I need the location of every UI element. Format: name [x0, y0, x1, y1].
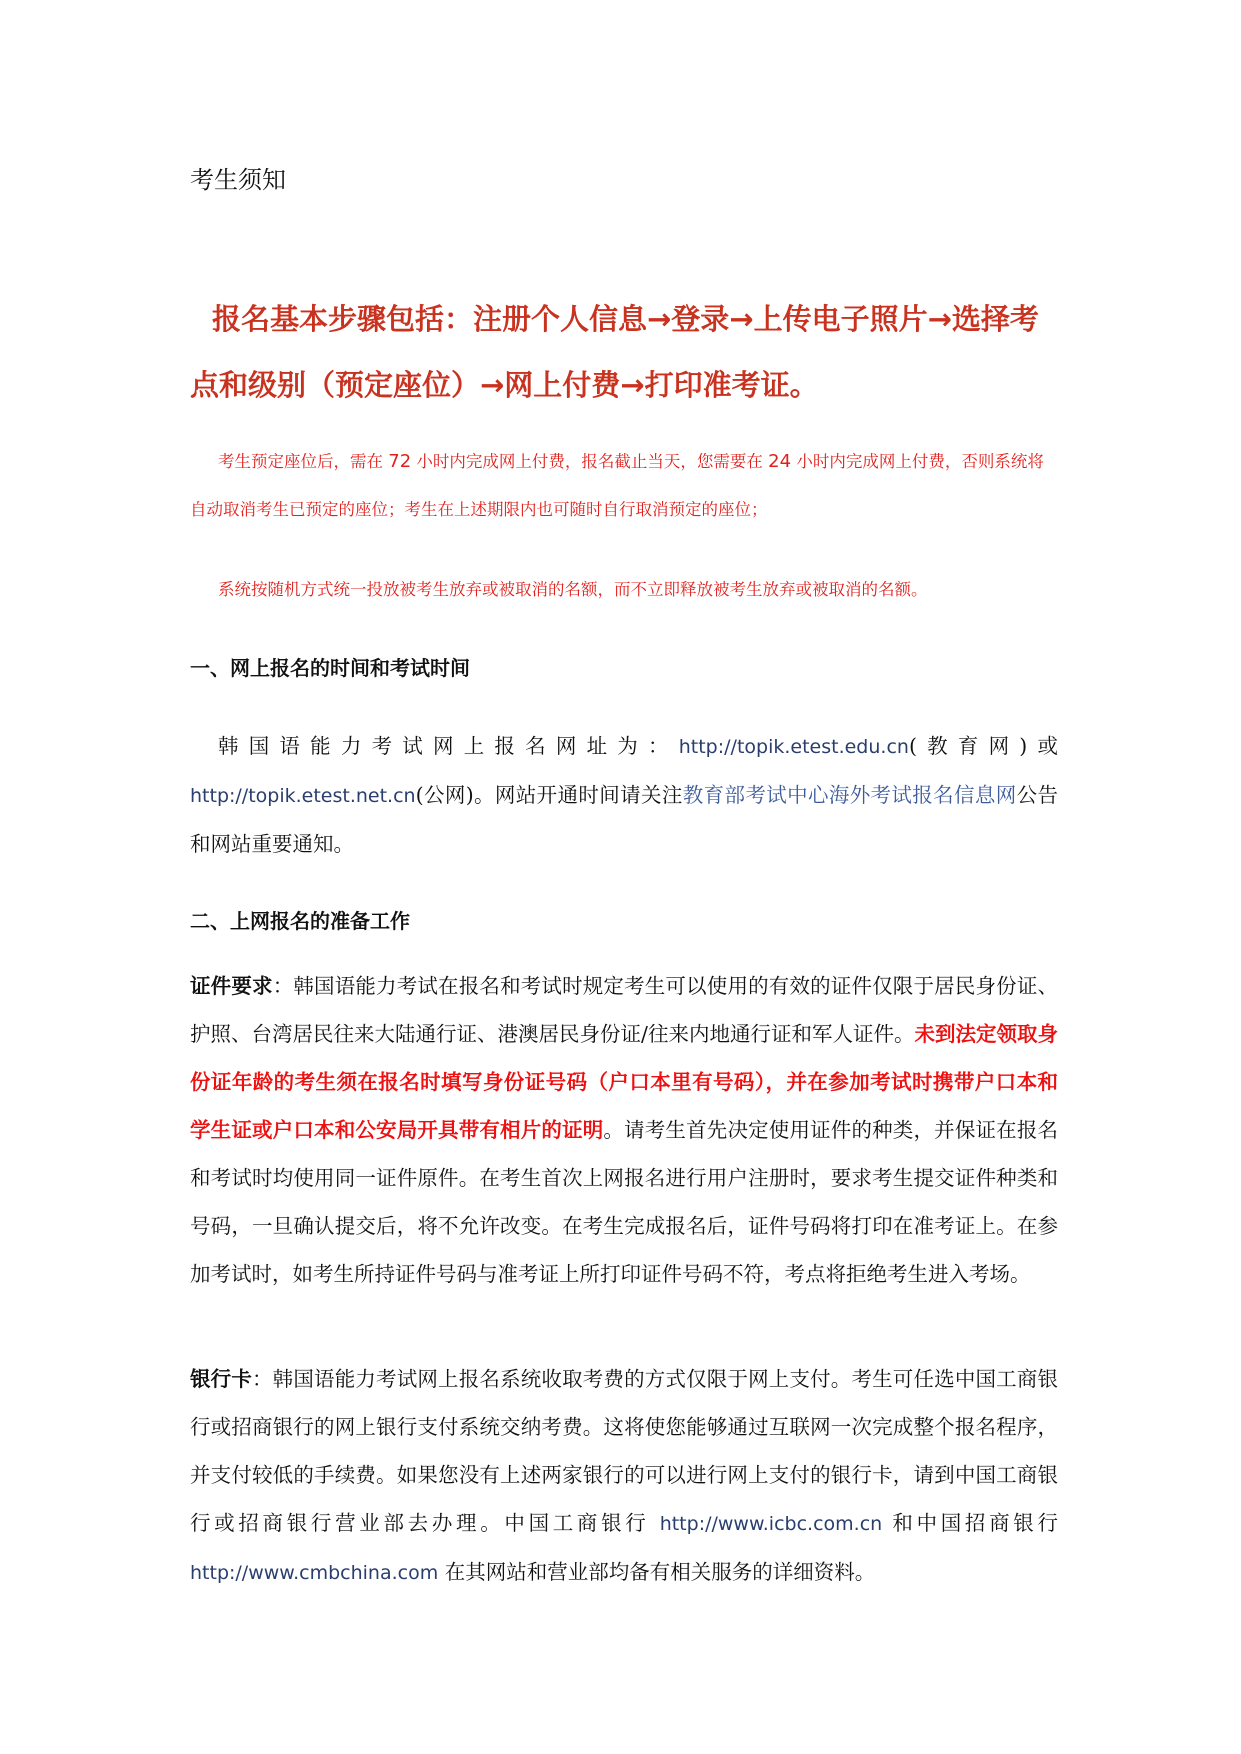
public-net-url[interactable]: http://topik.etest.net.cn — [190, 785, 416, 807]
section-heading-preparation: 二、上网报名的准备工作 — [190, 909, 410, 933]
icbc-url[interactable]: http://www.icbc.com.cn — [659, 1513, 883, 1535]
page-title: 考生须知 — [190, 166, 286, 194]
edu-net-url[interactable]: http://topik.etest.edu.cn — [678, 736, 909, 758]
bank-card-paragraph: 银行卡：韩国语能力考试网上报名系统收取考费的方式仅限于网上支付。考生可任选中国工商银行或招商银行的网上银行支付系统交纳考费。这将使您能够通过互联网一次完成整个报名程序，并支付较低的手续费。如果您没有上述两家银行的可以进行网上支付的银行卡，请到中国工商银行或招商银行营业部去办理。中国工商银行 http://www.icbc.com.cn 和中国招商银行 http://www.cmbchina.com 在其网站和营业部均备有相关服务的详细资料。 — [190, 1367, 1059, 1584]
underage-id-warning: 未到法定领取身份证年龄的考生须在报名时填写身份证号码（户口本里有号码），并在参加考试时携带户口本和学生证或户口本和公安局开具带有相片的证明 — [190, 1022, 1059, 1142]
exam-center-link[interactable]: 教育部考试中心海外考试报名信息网 — [682, 783, 1017, 807]
section-heading-time: 一、网上报名的时间和考试时间 — [190, 656, 470, 680]
payment-deadline-note: 考生预定座位后，需在 72 小时内完成网上付费，报名截止当天，您需要在 24 小时内完成网上付费，否则系统将自动取消考生已预定的座位；考生在上述期限内也可随时自行取消预定的座位； — [190, 451, 1044, 519]
registration-website-paragraph: 韩国语能力考试网上报名网址为：http://topik.etest.edu.cn(教育网)或http://topik.etest.net.cn(公网)。网站开通时间请关注教育部考试中心海外考试报名信息网公告和网站重要通知。 — [190, 734, 1059, 856]
registration-steps: 报名基本步骤包括：注册个人信息→登录→上传电子照片→选择考点和级别（预定座位）→网上付费→打印准考证。 — [190, 302, 1039, 402]
id-requirement-label: 证件要求 — [190, 974, 273, 998]
seat-release-note: 系统按随机方式统一投放被考生放弃或被取消的名额，而不立即释放被考生放弃或被取消的名额。 — [218, 580, 928, 599]
cmb-url[interactable]: http://www.cmbchina.com — [190, 1562, 439, 1584]
id-requirement-paragraph: 证件要求：韩国语能力考试在报名和考试时规定考生可以使用的有效的证件仅限于居民身份证、护照、台湾居民往来大陆通行证、港澳居民身份证/往来内地通行证和军人证件。未到法定领取身份证年龄的考生须在报名时填写身份证号码（户口本里有号码），并在参加考试时携带户口本和学生证或户口本和公安局开具带有相片的证明。请考生首先决定使用证件的种类，并保证在报名和考试时均使用同一证件原件。在考生首次上网报名进行用户注册时，要求考生提交证件种类和号码，一旦确认提交后，将不允许改变。在考生完成报名后，证件号码将打印在准考证上。在参加考试时，如考生所持证件号码与准考证上所打印证件号码不符，考点将拒绝考生进入考场。 — [190, 974, 1059, 1286]
bank-card-label: 银行卡 — [190, 1367, 253, 1391]
